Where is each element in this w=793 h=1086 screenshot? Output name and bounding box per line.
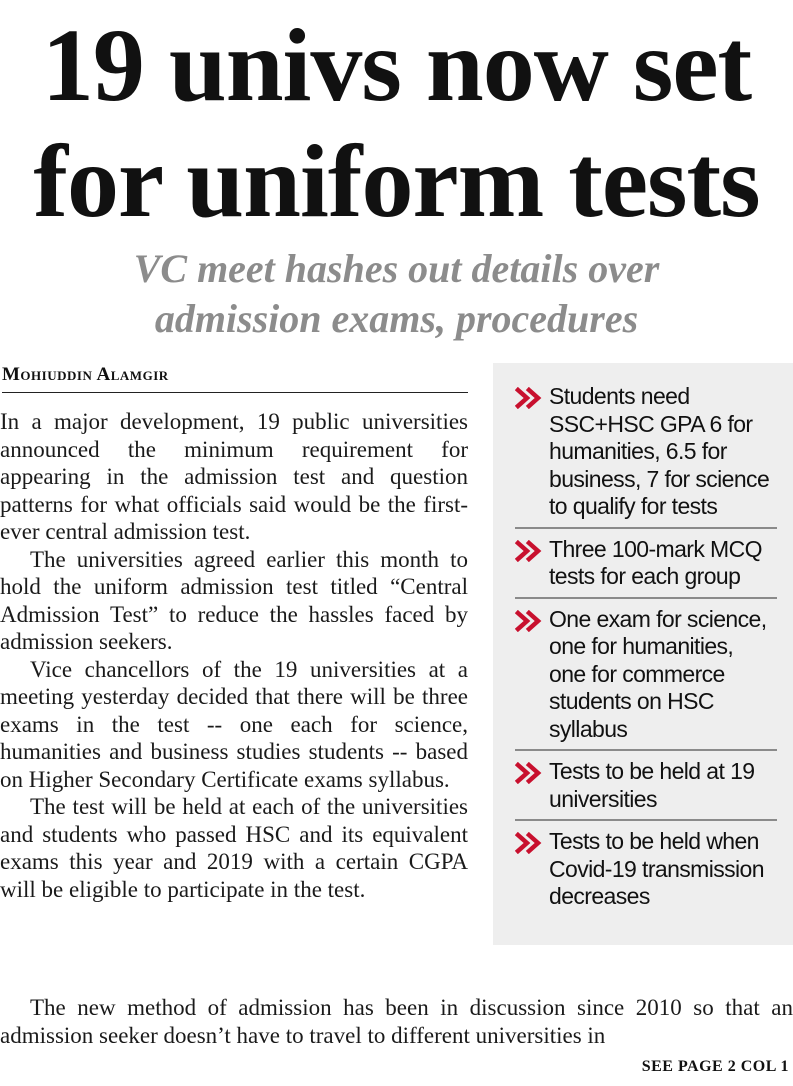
highlight-text bbox=[549, 828, 764, 911]
byline: Mohiuddin Alamgir bbox=[2, 364, 468, 393]
article-paragraph-continued: The new method of admission has been in discussion since 2010 so that an admission seeker doesn’t have to travel to different universities in bbox=[0, 995, 793, 1048]
article-body bbox=[0, 408, 468, 903]
double-chevron-right-icon bbox=[515, 828, 549, 854]
double-chevron-right-icon bbox=[515, 383, 549, 409]
highlight-line: syllabus bbox=[549, 715, 628, 742]
highlight-item bbox=[515, 828, 777, 917]
highlight-text bbox=[549, 758, 754, 813]
article-paragraph: The universities agreed earlier this month to hold the uniform admission test titled “Central Admission Test” to reduce the hassles faced by admission seekers. bbox=[0, 546, 468, 654]
highlight-line: one for humanities, bbox=[549, 633, 734, 659]
subheadline-line-1: VC meet hashes out details over bbox=[133, 246, 660, 291]
headline-line-1: 19 univs now set bbox=[41, 8, 752, 123]
double-chevron-right-icon bbox=[515, 758, 549, 784]
highlight-item bbox=[515, 606, 777, 752]
article-paragraph: In a major development, 19 public universities announced the minimum requirement for appearing in the admission test and question patterns for what officials said would be the first-ever central admission test. bbox=[0, 409, 468, 544]
article-paragraph: The test will be held at each of the universities and students who passed HSC and its equivalent exams this year and 2019 with a certain CGPA will be eligible to participate in the test. bbox=[0, 794, 468, 902]
highlight-line: Three 100-mark MCQ bbox=[549, 535, 762, 562]
double-chevron-right-icon bbox=[515, 606, 549, 632]
double-chevron-right-icon bbox=[515, 536, 549, 562]
highlight-line: to qualify for tests bbox=[549, 493, 718, 519]
highlight-line: SSC+HSC GPA 6 for bbox=[549, 410, 753, 437]
highlight-line: one for commerce bbox=[549, 660, 725, 687]
highlight-line: One exam for science, bbox=[549, 605, 767, 632]
highlight-line: Students need bbox=[549, 383, 690, 409]
highlight-line: Tests to be held when bbox=[549, 828, 759, 854]
headline bbox=[0, 8, 793, 240]
highlight-line: humanities, 6.5 for bbox=[549, 438, 727, 464]
highlight-text bbox=[549, 606, 767, 744]
highlights-list bbox=[515, 383, 777, 917]
highlight-line: Tests to be held at 19 bbox=[549, 758, 755, 784]
highlights-box bbox=[493, 363, 793, 945]
highlight-line: business, 7 for science bbox=[549, 465, 770, 492]
article-paragraph: Vice chancellors of the 19 universities at a meeting yesterday decided that there will be three exams in the test -- one each for science, humanities and business studies students -- based on Higher Secondary Certificate exams syllabus. bbox=[0, 656, 468, 792]
jump-link[interactable]: SEE PAGE 2 COL 1 bbox=[641, 1058, 789, 1075]
highlight-line: Covid-19 transmission bbox=[549, 855, 764, 882]
subheadline bbox=[0, 244, 793, 344]
highlight-item bbox=[515, 758, 777, 821]
highlight-line: universities bbox=[549, 785, 657, 812]
highlight-item bbox=[515, 536, 777, 599]
highlight-text bbox=[549, 536, 762, 591]
highlight-line: students on HSC bbox=[549, 688, 714, 714]
highlight-item bbox=[515, 383, 777, 529]
highlight-text bbox=[549, 383, 769, 521]
highlight-line: tests for each group bbox=[549, 563, 741, 589]
highlight-line: decreases bbox=[549, 883, 650, 909]
subheadline-line-2: admission exams, procedures bbox=[154, 296, 639, 341]
headline-line-2: for uniform tests bbox=[33, 124, 760, 239]
